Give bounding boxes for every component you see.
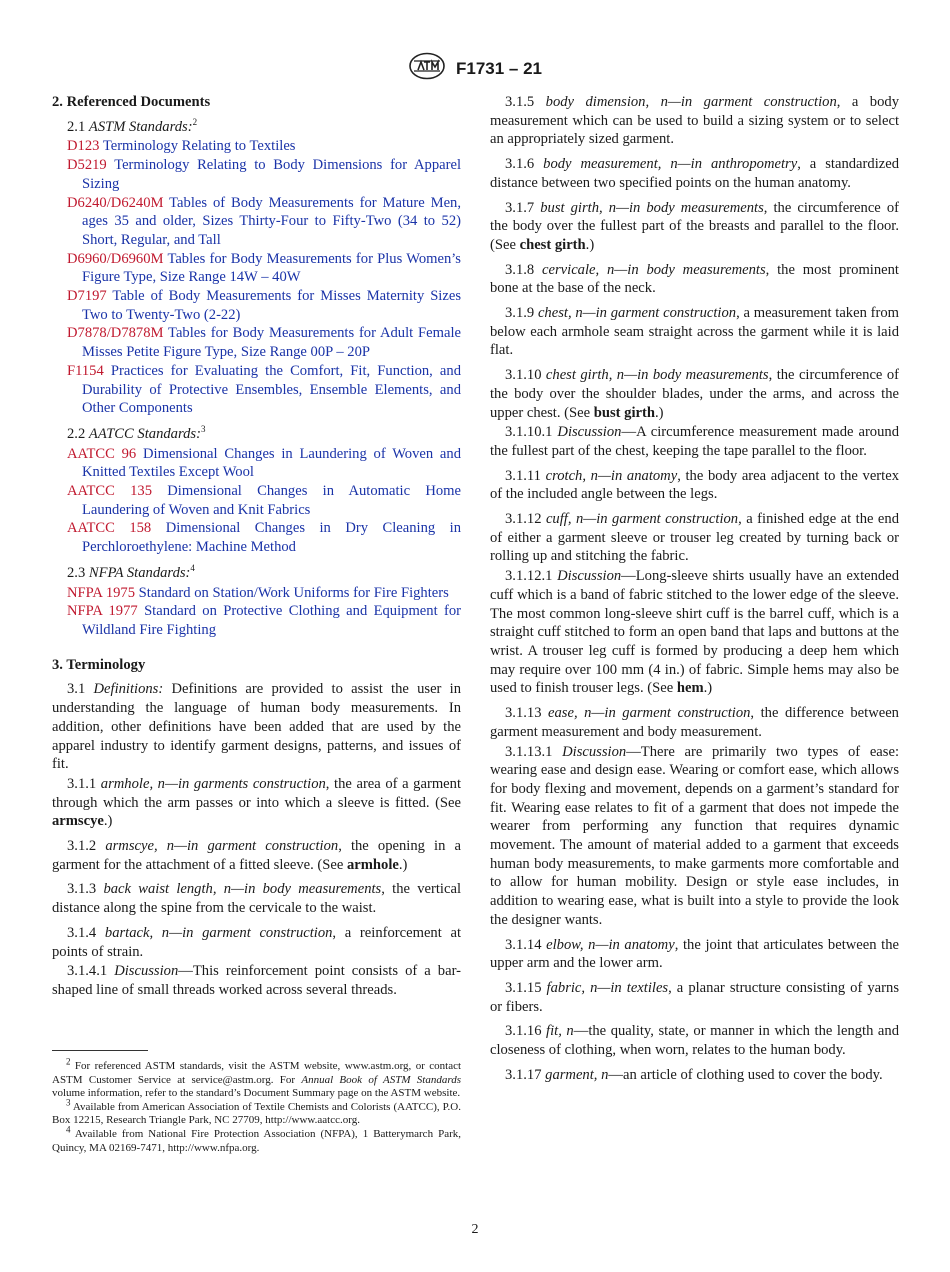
reference-item	[52, 137, 461, 156]
reference-title-link[interactable]: Practices for Evaluating the Comfort, Fit, Function, and Durability of Protective Ensembles, Ensemble Elements, and Other Components	[82, 362, 461, 417]
reference-item	[52, 194, 461, 250]
reference-item	[52, 445, 461, 482]
section-heading-referenced-documents: 2. Referenced Documents	[52, 94, 211, 110]
reference-item	[52, 324, 461, 361]
definition-armscye: 3.1.2 armscye, n—in garment construction, the opening in a garment for the attachment of a fitted sleeve. (See armhole.)	[52, 838, 461, 873]
section-heading-terminology: 3. Terminology	[52, 656, 146, 673]
definition-3-1: 3.1 Definitions: Definitions are provided to assist the user in understanding the language of human body measurements. In addition, other definitions have been added that are used by the apparel industry to identify garment designs, patterns, and issues of fit.	[52, 681, 461, 773]
reference-item	[52, 156, 461, 193]
definition-fit: 3.1.16 fit, n—the quality, state, or manner in which the length and closeness of clothing, when worn, relates to the human body.	[490, 1023, 900, 1059]
reference-code-link[interactable]: D7197	[67, 288, 107, 305]
astm-logo-icon	[408, 52, 446, 85]
footnote-2: $^2$ For referenced ASTM standards, visit the ASTM website, www.astm.org, or contact ASTM Customer Service at service@astm.org. For Annual Book of ASTM Standards volume information, refer to the standard’s Document Summary page on the ASTM website.	[52, 1056, 462, 1100]
reference-item	[52, 287, 461, 324]
footnote-rule	[52, 1050, 148, 1051]
definition-elbow: 3.1.14 elbow, n—in anatomy, the joint that articulates between the upper arm and the lower arm.	[490, 936, 900, 972]
reference-code-link[interactable]: D6960/D6960M	[67, 250, 164, 267]
standard-designation: F1731 – 21	[455, 58, 542, 78]
definition-body-measurement: 3.1.6 body measurement, n—in anthropometry, a standardized distance between two specified points on the human anatomy.	[490, 156, 899, 191]
reference-title-link[interactable]: Standard on Station/Work Uniforms for Fire Fighters	[138, 584, 449, 601]
reference-item	[52, 602, 461, 639]
discussion-ease: 3.1.13.1 Discussion—There are primarily two types of ease: wearing ease and design ease. Wearing or comfort ease, which allows for body flexing and movement, depends on a garment’s standard for fit. Wearing ease relates to fit of a garment that does not impede the wearer from performing any function that requires dynamic movement. The amount of material added to a garment that exceeds human body measurements, to make garments more comfortable and to allow for human mobility. Design or style ease includes, in addition to wearing ease, what is built into a style to provide the look the designer wants.	[490, 743, 899, 928]
discussion-chest-girth: 3.1.10.1 Discussion—A circumference measurement made around the fullest part of the chest, keeping the tape parallel to the floor.	[490, 424, 899, 459]
definition-fabric: 3.1.15 fabric, n—in textiles, a planar structure consisting of yarns or fibers.	[490, 979, 899, 1015]
reference-code-link[interactable]: F1154	[67, 362, 104, 379]
reference-title-link[interactable]: Terminology Relating to Textiles	[102, 138, 296, 155]
definition-chest-girth: 3.1.10 chest girth, n—in body measurements, the circumference of the body over the shoulder blades, under the arms, and across the upper chest. (See bust girth.)	[490, 367, 899, 421]
discussion-cuff: 3.1.12.1 Discussion—Long-sleeve shirts usually have an extended cuff which is a band of fabric stitched to the lower edge of the sleeve. The most common long-sleeve shirt cuff is the barrel cuff, which is a straight cuff stitched to form an open band that laps and buttons at the wrist. A trouser leg cuff is formed by producing a deep hem which may require over 100 mm (4 in.) of fabric. Simple hems may also be used to finish trouser legs. (See hem.)	[490, 568, 899, 697]
subsection-astm-standards: 2.1 ASTM Standards:$^2$	[67, 116, 198, 135]
reference-item	[52, 482, 461, 519]
definition-cervicale: 3.1.8 cervicale, n—in body measurements, the most prominent bone at the base of the neck.	[490, 261, 899, 297]
discussion-bartack: 3.1.4.1 Discussion—This reinforcement point consists of a bar-shaped line of small threads worked across several threads.	[52, 963, 462, 998]
astm-reference-list	[52, 137, 461, 418]
subsection-nfpa-standards: 2.3 NFPA Standards:$^4$	[67, 563, 195, 581]
left-column	[52, 93, 461, 1006]
reference-item	[52, 584, 461, 603]
reference-code-link[interactable]: D6240/D6240M	[67, 194, 164, 211]
reference-title-link[interactable]: Dimensional Changes in Dry Cleaning in Perchloroethylene: Machine Method	[82, 520, 462, 556]
reference-title-link[interactable]: Dimensional Changes in Laundering of Woven and Knitted Textiles Except Wool	[82, 445, 462, 481]
definition-back-waist-length: 3.1.3 back waist length, n—in body measurements, the vertical distance along the spine from the cervicale to the waist.	[52, 881, 461, 917]
reference-title-link[interactable]: Terminology Relating to Body Dimensions for Apparel Sizing	[82, 157, 461, 192]
definition-crotch: 3.1.11 crotch, n—in anatomy, the body area adjacent to the vertex of the included angle between the legs.	[490, 467, 899, 503]
reference-code-link[interactable]: NFPA 1977	[67, 603, 138, 620]
definition-armhole: 3.1.1 armhole, n—in garments construction, the area of a garment through which the arm passes or into which a sleeve is fitted. (See armscye.)	[52, 775, 461, 830]
footnote-3: $^3$ Available from American Association of Textile Chemists and Colorists (AATCC), P.O. Box 12215, Research Triangle Park, NC 27709, http://www.aatcc.org.	[52, 1097, 461, 1127]
subsection-aatcc-standards: 2.2 AATCC Standards:$^3$	[67, 424, 206, 442]
reference-item	[52, 519, 461, 556]
reference-item	[52, 362, 461, 418]
reference-title-link[interactable]: Tables of Body Measurements for Mature Men, ages 35 and older, Sizes Thirty-Four to Fifty-Two (34 to 52) Short, Regular, and Tall	[82, 194, 462, 248]
definition-bust-girth: 3.1.7 bust girth, n—in body measurements, the circumference of the body over the fullest part of the breasts and parallel to the floor. (See chest girth.)	[490, 199, 899, 253]
reference-code-link[interactable]: AATCC 135	[67, 483, 152, 500]
page-number: 2	[471, 1222, 479, 1237]
reference-title-link[interactable]: Tables for Body Measurements for Adult Female Misses Petite Figure Type, Size Range 00P – 20P	[82, 325, 461, 361]
definition-cuff: 3.1.12 cuff, n—in garment construction, a finished edge at the end of either a garment sleeve or trouser leg created by turning back or rolling up and stitching the fabric.	[490, 511, 899, 565]
reference-code-link[interactable]: D123	[67, 138, 100, 155]
reference-code-link[interactable]: AATCC 158	[67, 520, 152, 537]
page-header	[0, 52, 950, 85]
reference-title-link[interactable]: Table of Body Measurements for Misses Maternity Sizes Two to Twenty-Two (2-22)	[82, 288, 462, 323]
footnote-4: $^4$ Available from National Fire Protection Association (NFPA), 1 Batterymarch Park, Quincy, MA 02169-7471, http://www.nfpa.org.	[52, 1124, 461, 1154]
definition-body-dimension: 3.1.5 body dimension, n—in garment construction, a body measurement which can be used to build a sizing system or to select an appropriately sized garment.	[490, 94, 899, 148]
reference-code-link[interactable]: D5219	[67, 157, 107, 174]
definition-bartack: 3.1.4 bartack, n—in garment construction, a reinforcement at points of strain.	[52, 924, 461, 960]
definition-garment: 3.1.17 garment, n—an article of clothing used to cover the body.	[505, 1066, 883, 1083]
reference-title-link[interactable]: Standard on Protective Clothing and Equipment for Wildland Fire Fighting	[82, 603, 461, 638]
reference-code-link[interactable]: NFPA 1975	[67, 584, 136, 601]
reference-item	[52, 250, 461, 287]
reference-code-link[interactable]: AATCC 96	[67, 445, 137, 462]
footnotes	[52, 1056, 462, 1155]
reference-title-link[interactable]: Dimensional Changes in Automatic Home Laundering of Woven and Knit Fabrics	[82, 483, 461, 518]
reference-code-link[interactable]: D7878/D7878M	[67, 325, 164, 342]
right-column	[490, 93, 899, 1090]
nfpa-reference-list	[52, 584, 461, 640]
aatcc-reference-list	[52, 445, 461, 557]
definition-ease: 3.1.13 ease, n—in garment construction, the difference between garment measurement and body measurement.	[490, 705, 899, 740]
definition-chest: 3.1.9 chest, n—in garment construction, a measurement taken from below each armhole seam straight across the garment while it is laid flat.	[490, 305, 899, 359]
reference-title-link[interactable]: Tables for Body Measurements for Plus Women’s Figure Type, Size Range 14W – 40W	[82, 250, 461, 286]
